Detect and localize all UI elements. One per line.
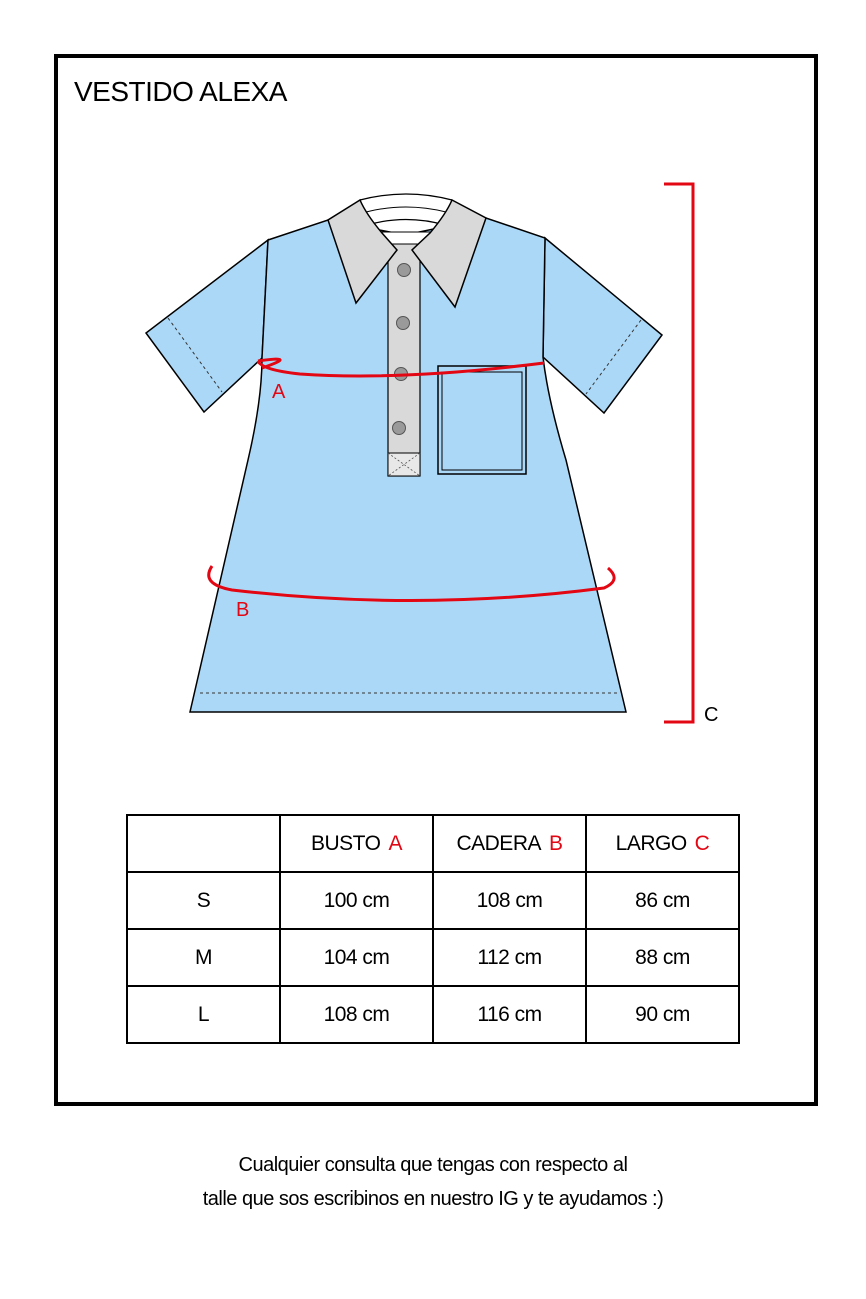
page-title: VESTIDO ALEXA bbox=[74, 76, 287, 107]
largo-cell: 86 cm bbox=[586, 872, 739, 929]
left-sleeve bbox=[146, 240, 268, 412]
cadera-cell: 116 cm bbox=[433, 986, 586, 1043]
header-largo: LARGO C bbox=[586, 815, 739, 872]
largo-cell: 90 cm bbox=[586, 986, 739, 1043]
largo-cell: 88 cm bbox=[586, 929, 739, 986]
marker-a: A bbox=[272, 381, 286, 403]
header-busto: BUSTO A bbox=[280, 815, 433, 872]
busto-cell: 104 cm bbox=[280, 929, 433, 986]
table-row bbox=[127, 872, 739, 929]
button-4 bbox=[393, 422, 406, 435]
button-2 bbox=[397, 317, 410, 330]
size-cell: L bbox=[127, 986, 280, 1043]
marker-c: C bbox=[704, 704, 719, 726]
placket bbox=[388, 242, 420, 476]
table-row bbox=[127, 986, 739, 1043]
button-1 bbox=[398, 264, 411, 277]
measure-c-bracket bbox=[664, 184, 693, 722]
busto-cell: 100 cm bbox=[280, 872, 433, 929]
cadera-cell: 112 cm bbox=[433, 929, 586, 986]
marker-b: B bbox=[236, 599, 250, 621]
table-header-row bbox=[127, 815, 739, 872]
cadera-cell: 108 cm bbox=[433, 872, 586, 929]
neck-back bbox=[360, 194, 452, 225]
size-cell: S bbox=[127, 872, 280, 929]
table-header-empty bbox=[127, 815, 280, 872]
header-cadera: CADERA B bbox=[433, 815, 586, 872]
pocket bbox=[438, 366, 526, 474]
busto-cell: 108 cm bbox=[280, 986, 433, 1043]
footer-line-2: talle que sos escribinos en nuestro IG y te ayudamos :) bbox=[202, 1188, 664, 1210]
size-cell: M bbox=[127, 929, 280, 986]
table-row bbox=[127, 929, 739, 986]
right-sleeve bbox=[543, 238, 662, 413]
footer-line-1: Cualquier consulta que tengas con respecto al bbox=[238, 1154, 628, 1176]
size-table bbox=[126, 814, 740, 1044]
